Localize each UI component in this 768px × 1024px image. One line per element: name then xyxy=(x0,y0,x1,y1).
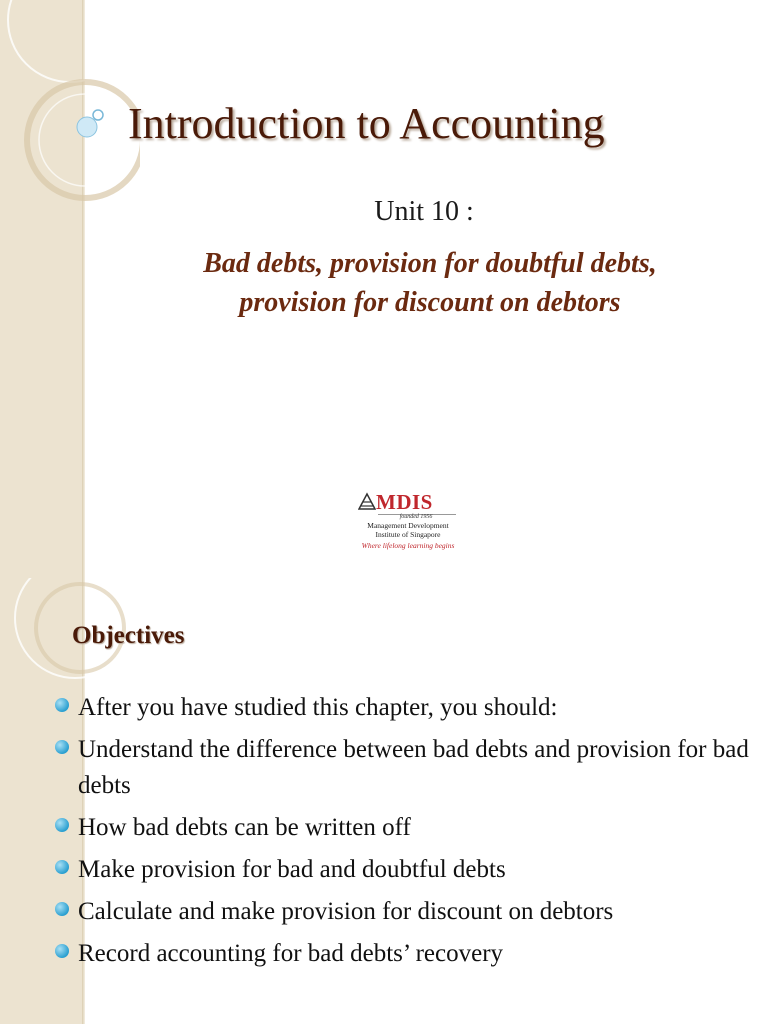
bullet-dot-icon xyxy=(55,944,69,958)
list-item xyxy=(50,690,750,726)
bullet-dot-icon xyxy=(55,818,69,832)
objectives-heading: Objectives xyxy=(72,622,185,649)
list-item xyxy=(50,732,750,804)
mdis-logo xyxy=(356,490,466,560)
bullet-dot-icon xyxy=(55,740,69,754)
objectives-slide xyxy=(0,578,768,1024)
logo-wordmark: MDIS xyxy=(376,490,433,514)
slide-subtitle xyxy=(80,244,768,322)
list-item-text: Make provision for bad and doubtful debts xyxy=(78,856,506,883)
list-item-text: Record accounting for bad debts’ recovery xyxy=(78,940,504,967)
logo-org-line-2: Institute of Singapore xyxy=(375,530,441,539)
list-item-text: After you have studied this chapter, you should: xyxy=(78,694,558,721)
slide-title: Introduction to Accounting xyxy=(128,99,605,148)
objectives-list xyxy=(50,690,750,978)
list-item-text: Calculate and make provision for discount on debtors xyxy=(78,898,614,925)
list-item xyxy=(50,894,750,930)
subtitle-line-2: provision for discount on debtors xyxy=(239,287,621,318)
list-item-text: Understand the difference between bad debts and provision for bad debts xyxy=(78,736,749,799)
unit-label: Unit 10 : xyxy=(374,196,474,227)
bullet-dot-icon xyxy=(55,902,69,916)
logo-org-line-1: Management Development xyxy=(367,521,449,530)
logo-tagline: Where lifelong learning begins xyxy=(361,541,455,550)
list-item xyxy=(50,852,750,888)
list-item-text: How bad debts can be written off xyxy=(78,814,411,841)
subtitle-line-1: Bad debts, provision for doubtful debts, xyxy=(203,248,657,279)
list-item xyxy=(50,936,750,972)
bullet-dot-icon xyxy=(55,860,69,874)
logo-org-name xyxy=(358,521,458,539)
logo-founded: founded 1956 xyxy=(399,514,433,520)
mdis-emblem-icon xyxy=(358,492,376,512)
bullet-dot-icon xyxy=(55,698,69,712)
list-item xyxy=(50,810,750,846)
